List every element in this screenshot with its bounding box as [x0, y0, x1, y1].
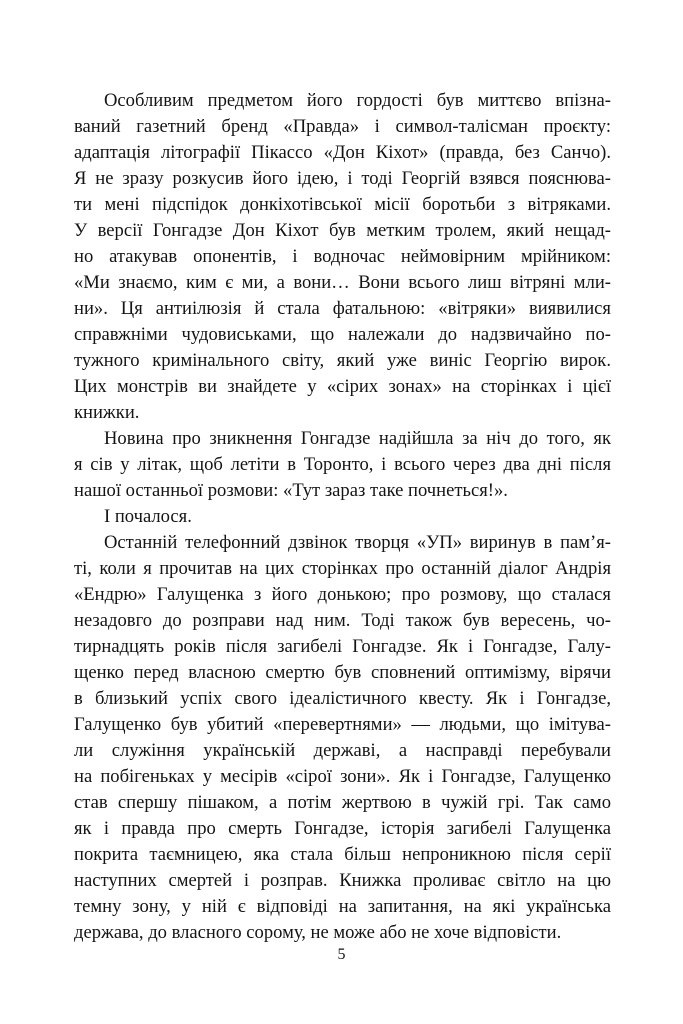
text-line: я сів у літак, щоб летіти в Торонто, і всього через два дні після [74, 454, 611, 475]
text-line: «Ми знаємо, ким є ми, а вони… Вони всього лиш вітряні мли- [74, 272, 611, 293]
text-line: ли служіння українській державі, а насправді перебували [74, 740, 611, 761]
text-line: незадовго до розправи над ним. Тоді також був вересень, чо- [74, 610, 611, 631]
text-line: но атакував опонентів, і водночас неймовірним мрійником: [74, 246, 611, 267]
text-line: наступних смертей і розправ. Книжка проливає світло на цю [74, 870, 611, 891]
text-line: Новина про зникнення Гонгадзе надійшла за ніч до того, як [104, 428, 611, 449]
text-line: держава, до власного сорому, не може або не хоче відповісти. [74, 922, 562, 943]
text-line: тирнадцять років після загибелі Гонгадзе. Як і Гонгадзе, Галу- [74, 636, 611, 657]
text-line: нашої останньої розмови: «Тут зараз таке почнеться!». [74, 480, 508, 501]
text-line: справжніми чудовиськами, що належали до надзвичайно по- [74, 324, 611, 345]
text-line: Я не зразу розкусив його ідею, і тоді Георгій взявся пояснюва- [74, 168, 611, 189]
text-line: темну зону, у ній є відповіді на запитання, на які українська [74, 896, 611, 917]
text-line: книжки. [74, 402, 140, 423]
text-line: в близький успіх свого ідеалістичного квесту. Як і Гонгадзе, [74, 688, 611, 709]
text-line: тужного кримінального світу, який уже виніс Георгію вирок. [74, 350, 611, 371]
paragraph [74, 504, 611, 530]
text-block [74, 88, 611, 946]
text-line: ти мені підспідок донкіхотівської місії боротьби з вітряками. [74, 194, 611, 215]
text-line: став спершу пішаком, а потім жертвою в чужій грі. Так само [74, 792, 611, 813]
paragraph [74, 426, 611, 504]
text-line: покрита таємницею, яка стала більш непроникною після серії [74, 844, 611, 865]
text-line: на побігеньках у месірів «сірої зони». Як і Гонгадзе, Галущенко [74, 766, 611, 787]
text-line: щенко перед власною смертю був сповнений оптимізму, вірячи [74, 662, 611, 683]
page-number: 5 [337, 946, 346, 963]
paragraph [74, 530, 611, 946]
text-line: Цих монстрів ви знайдете у «сірих зонах» на сторінках і цієї [74, 376, 611, 397]
text-line: як і правда про смерть Гонгадзе, історія загибелі Галущенка [74, 818, 611, 839]
text-line: У версії Гонгадзе Дон Кіхот був метким тролем, який нещад- [74, 220, 611, 241]
text-line: Останній телефонний дзвінок творця «УП» виринув в пам’я- [104, 532, 611, 553]
text-line: «Ендрю» Галущенка з його донькою; про розмову, що сталася [74, 584, 611, 605]
text-line: ни». Ця антиілюзія й стала фатальною: «вітряки» виявилися [74, 298, 611, 319]
text-line: ваний газетний бренд «Правда» і символ-талісман проєкту: [74, 116, 611, 137]
text-line: адаптація літографії Пікассо «Дон Кіхот» (правда, без Санчо). [74, 142, 611, 163]
text-line: Галущенко був убитий «перевертнями» — людьми, що імітува- [74, 714, 611, 735]
text-line: ті, коли я прочитав на цих сторінках про останній діалог Андрія [74, 558, 611, 579]
text-line: Особливим предметом його гордості був миттєво впізна- [104, 90, 611, 111]
text-line: І почалося. [104, 506, 192, 527]
paragraph [74, 88, 611, 426]
